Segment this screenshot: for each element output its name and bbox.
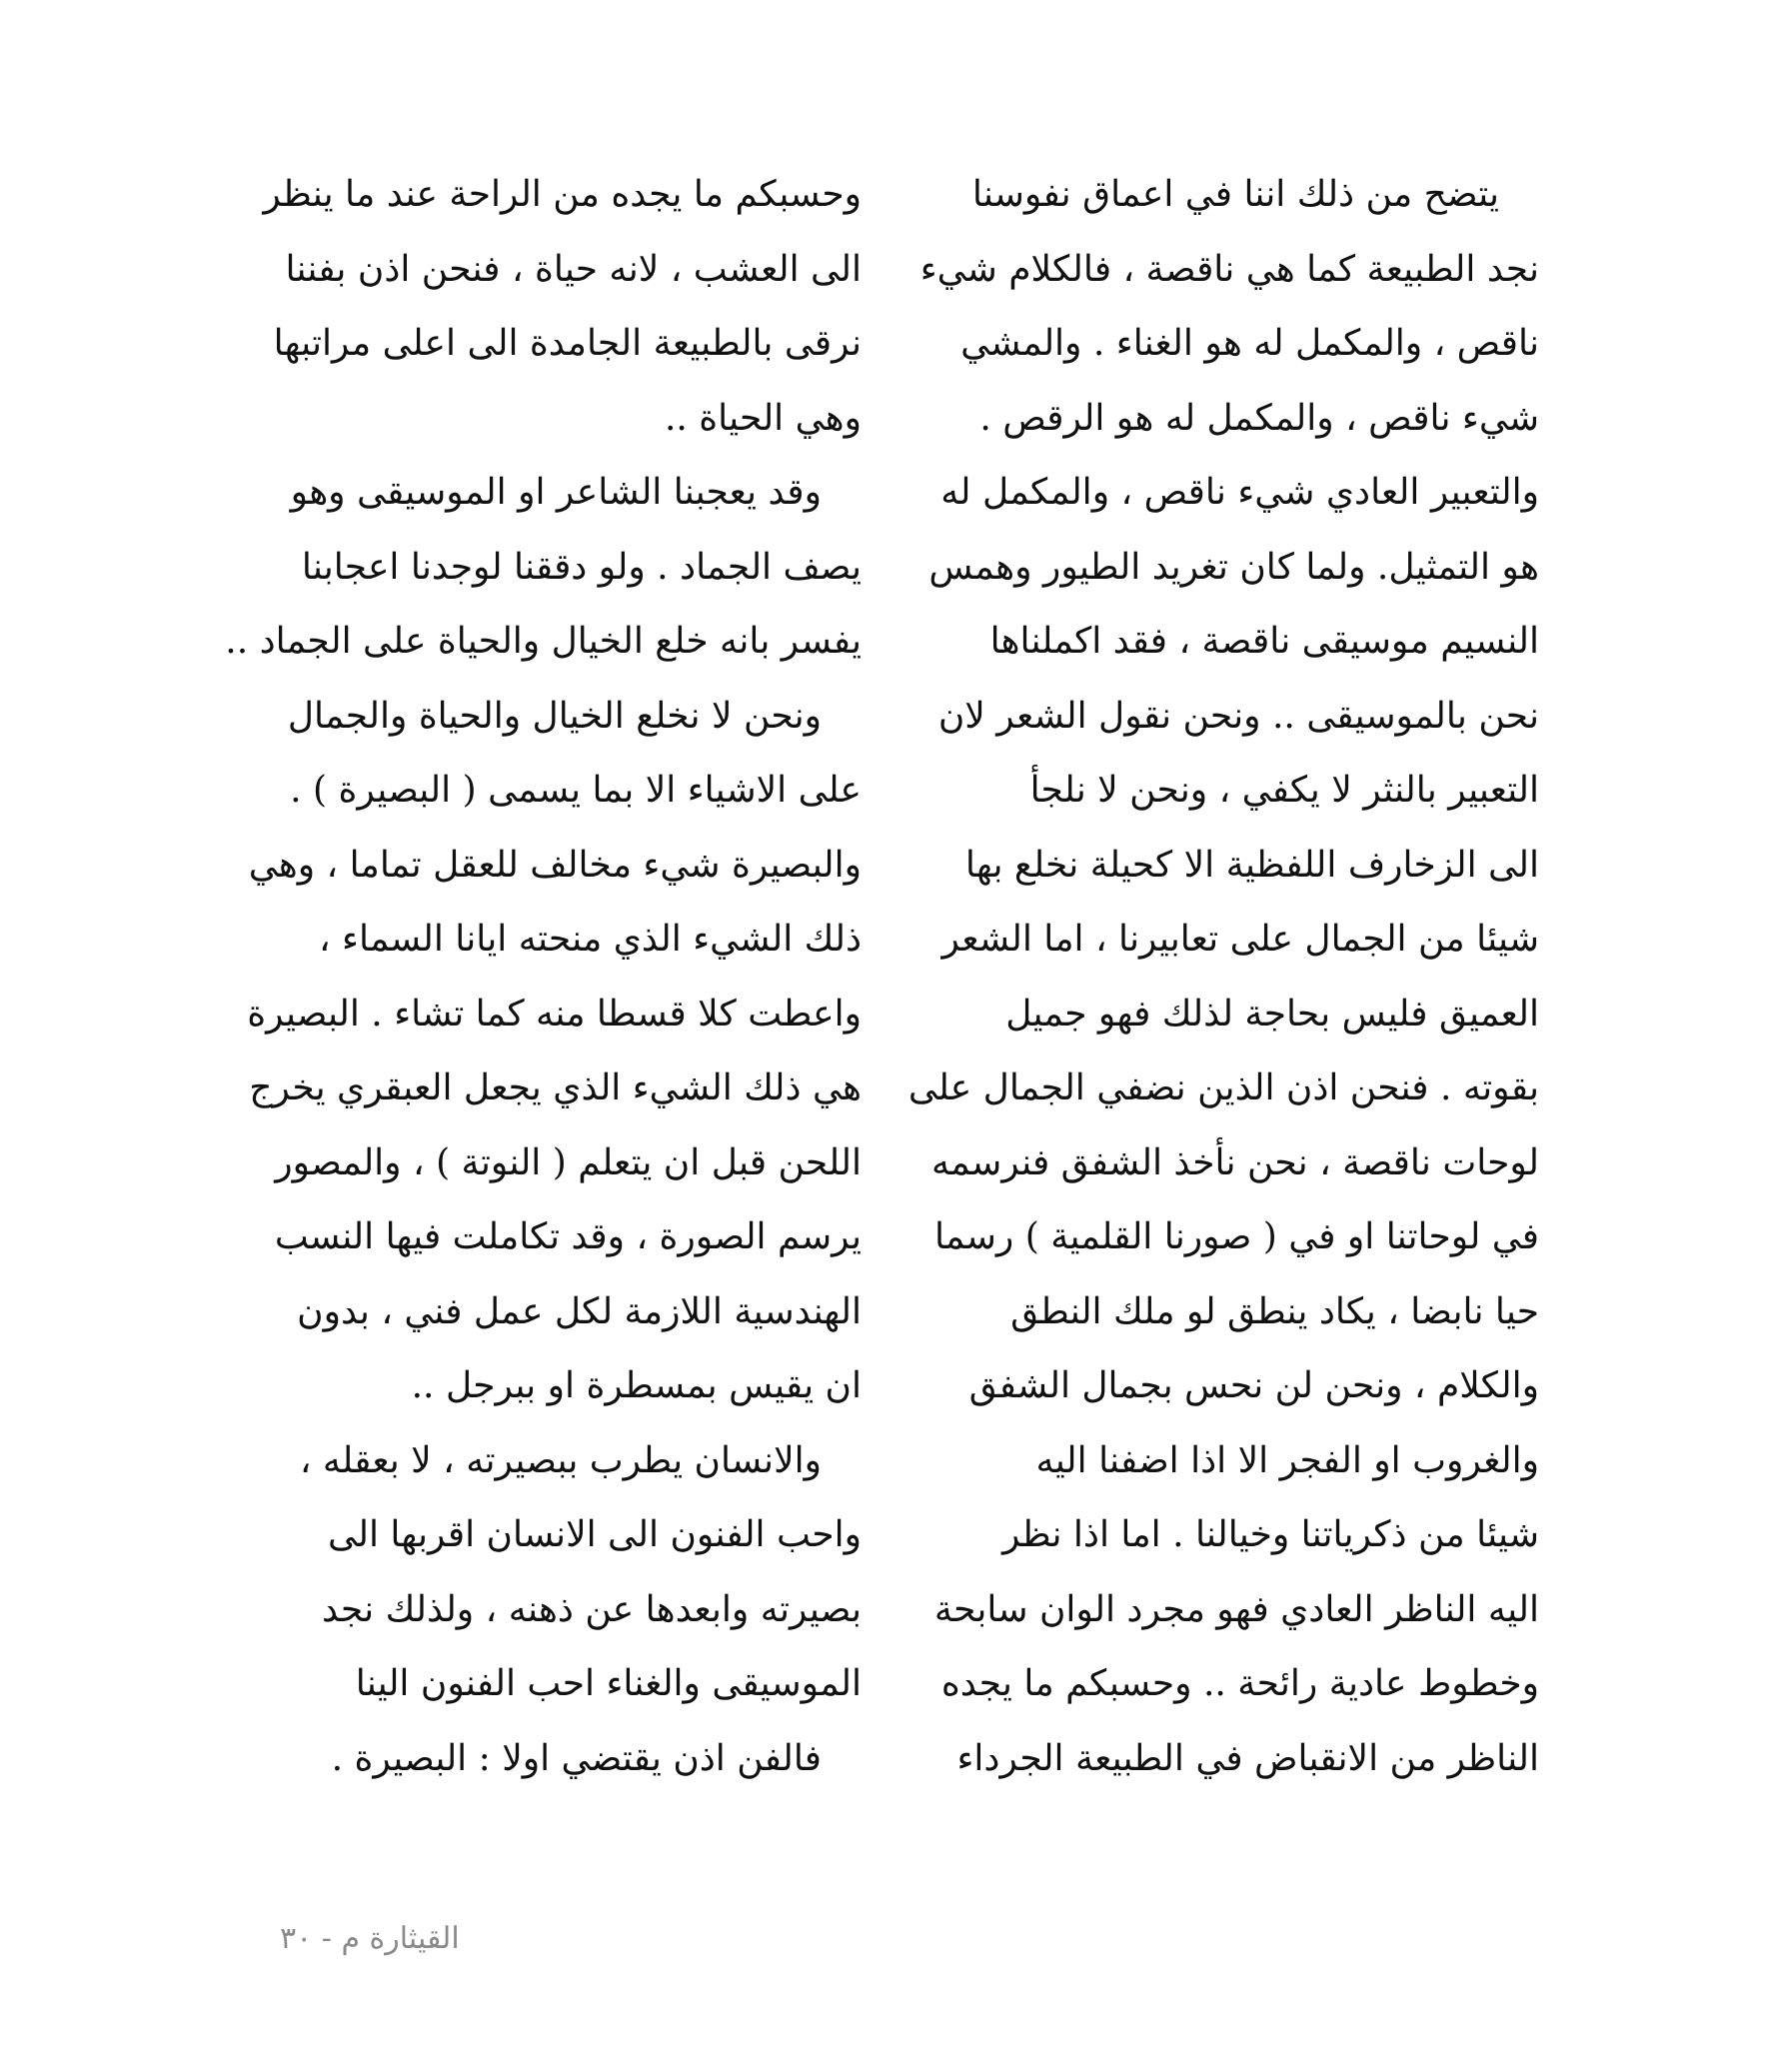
text-line: ذلك الشيء الذي منحته ايانا السماء ،	[318, 919, 862, 960]
text-line: واعطت كلا قسطا منه كما تشاء . البصيرة	[247, 993, 862, 1035]
text-line: يصف الجماد . ولو دققنا لوجدنا اعجابنا	[301, 546, 862, 588]
text-line: الموسيقى والغناء احب الفنون الينا	[355, 1663, 862, 1704]
text-line: هي ذلك الشيء الذي يجعل العبقري يخرج	[249, 1067, 862, 1108]
text-line: نحن بالموسيقى .. ونحن نقول الشعر لان	[937, 695, 1539, 737]
page-footer: القيثارة م - ٣٠	[280, 1921, 460, 1956]
text-line: الى الزخارف اللفظية الا كحيلة نخلع بها	[964, 844, 1539, 886]
text-line: الهندسية اللازمة لكل عمل فني ، بدون	[297, 1290, 862, 1332]
text-line: بقوته . فنحن اذن الذين نضفي الجمال على	[907, 1067, 1539, 1108]
text-line: يرسم الصورة ، وقد تكاملت فيها النسب	[274, 1216, 862, 1257]
text-line: والكلام ، ونحن لن نحس بجمال الشفق	[968, 1365, 1539, 1406]
text-line: والتعبير العادي شيء ناقص ، والمكمل له	[940, 472, 1539, 513]
text-line: ناقص ، والمكمل له هو الغناء . والمشي	[960, 323, 1539, 364]
text-line: والغروب او الفجر الا اذا اضفنا اليه	[1035, 1439, 1539, 1481]
text-line: واحب الفنون الى الانسان اقربها الى	[328, 1514, 862, 1555]
text-line: حيا نابضا ، يكاد ينطق لو ملك النطق	[1010, 1290, 1539, 1332]
text-line: التعبير بالنثر لا يكفي ، ونحن لا نلجأ	[1029, 770, 1539, 811]
left-text-column	[212, 158, 862, 1796]
text-line: اللحن قبل ان يتعلم ( النوتة ) ، والمصور	[275, 1141, 862, 1183]
text-line: الناظر من الانقباض في الطبيعة الجرداء	[956, 1737, 1539, 1779]
text-line: يفسر بانه خلع الخيال والحياة على الجماد ..	[225, 621, 862, 662]
text-line: والانسان يطرب ببصيرته ، لا بعقله ،	[299, 1439, 822, 1481]
text-line: النسيم موسيقى ناقصة ، فقد اكملناها	[989, 621, 1539, 662]
text-line: شيء ناقص ، والمكمل له هو الرقص .	[979, 397, 1539, 439]
text-line: وقد يعجبنا الشاعر او الموسيقى وهو	[290, 472, 822, 513]
text-line: بصيرته وابعدها عن ذهنه ، ولذلك نجد	[322, 1588, 862, 1630]
text-line: لوحات ناقصة ، نحن نأخذ الشفق فنرسمه	[930, 1141, 1539, 1183]
text-line: هو التمثيل. ولما كان تغريد الطيور وهمس	[928, 546, 1539, 588]
right-text-column	[899, 158, 1539, 1796]
text-line: ان يقيس بمسطرة او ببرجل ..	[411, 1365, 862, 1406]
text-line: والبصيرة شيء مخالف للعقل تماما ، وهي	[248, 844, 862, 886]
text-line: العميق فليس بحاجة لذلك فهو جميل	[1005, 993, 1539, 1035]
text-line: فالفن اذن يقتضي اولا : البصيرة .	[331, 1737, 822, 1779]
text-line: شيئا من الجمال على تعابيرنا ، اما الشعر	[941, 919, 1539, 960]
text-line: نرقى بالطبيعة الجامدة الى اعلى مراتبها	[273, 323, 862, 364]
text-line: يتضح من ذلك اننا في اعماق نفوسنا	[971, 174, 1499, 215]
text-line: وخطوط عادية رائحة .. وحسبكم ما يجده	[940, 1663, 1539, 1704]
text-line: ونحن لا نخلع الخيال والحياة والجمال	[287, 695, 822, 737]
text-line: اليه الناظر العادي فهو مجرد الوان سابحة	[933, 1588, 1539, 1630]
text-line: وحسبكم ما يجده من الراحة عند ما ينظر	[263, 174, 862, 215]
text-line: في لوحاتنا او في ( صورنا القلمية ) رسما	[933, 1216, 1539, 1257]
text-line: على الاشياء الا بما يسمى ( البصيرة ) .	[290, 770, 862, 811]
text-line: وهي الحياة ..	[664, 397, 862, 439]
text-line: نجد الطبيعة كما هي ناقصة ، فالكلام شيء	[919, 248, 1539, 290]
text-line: الى العشب ، لانه حياة ، فنحن اذن بفننا	[285, 248, 862, 290]
text-line: شيئا من ذكرياتنا وخيالنا . اما اذا نظر	[1002, 1514, 1539, 1555]
